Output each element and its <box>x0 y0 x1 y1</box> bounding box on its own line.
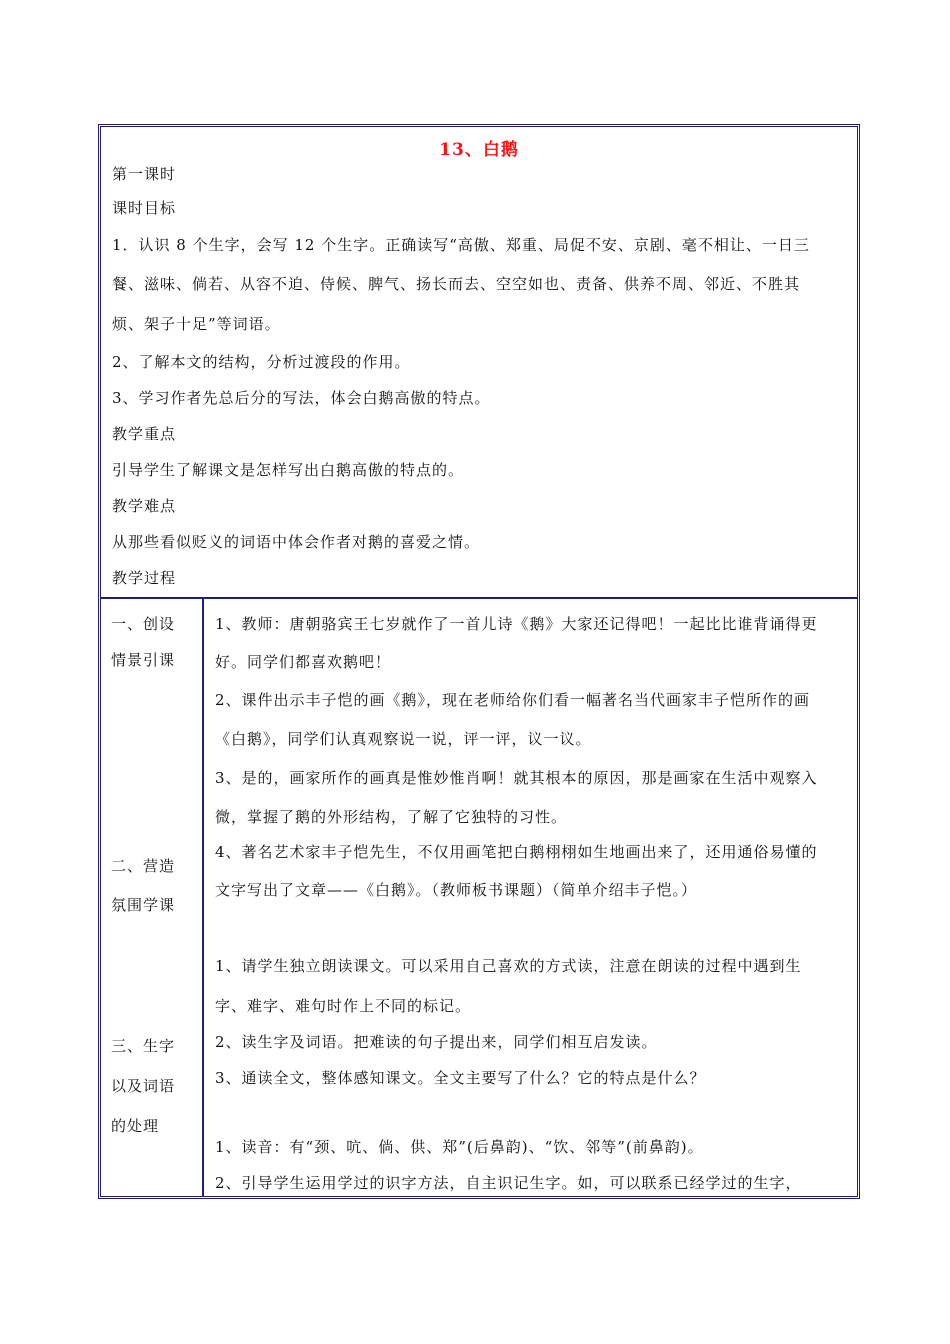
content-line: 1、教师：唐朝骆宾王七岁就作了一首儿诗《鹅》大家还记得吧！一起比比谁背诵得更 <box>215 615 818 633</box>
header-line: 2、了解本文的结构，分析过渡段的作用。 <box>112 353 411 371</box>
content-line: 3、通读全文，整体感知课文。全文主要写了什么？它的特点是什么？ <box>215 1069 706 1087</box>
content-line: 微，掌握了鹅的外形结构，了解了它独特的习性。 <box>215 808 568 826</box>
header-line: 教学难点 <box>112 497 177 515</box>
header-line: 从那些看似贬义的词语中体会作者对鹅的喜爱之情。 <box>112 533 481 551</box>
lesson-header-cell <box>101 127 857 599</box>
section-label: 二、营造 <box>111 857 176 875</box>
content-line: 文字写出了文章——《白鹅》。（教师板书课题）（简单介绍丰子恺。） <box>215 881 698 899</box>
content-line: 2、读生字及词语。把难读的句子提出来，同学们相互启发读。 <box>215 1033 658 1051</box>
section-label: 一、创设 <box>111 615 176 633</box>
header-line: 教学过程 <box>112 569 177 587</box>
header-line: 课时目标 <box>112 199 177 217</box>
lesson-title: 13、白鹅 <box>439 140 519 160</box>
lesson-table <box>98 124 860 1199</box>
header-line: 1．认识 8 个生字，会写 12 个生字。正确读写“高傲、郑重、局促不安、京剧、毫不相让、一日三 <box>112 236 810 254</box>
section-label: 情景引课 <box>111 651 176 669</box>
content-line: 2、引导学生运用学过的识字方法，自主识记生字。如，可以联系已经学过的生字， <box>215 1174 802 1192</box>
content-line: 1、读音：有“颈、吭、倘、供、郑”(后鼻韵)、“饮、邻等”(前鼻韵)。 <box>215 1138 704 1156</box>
section-label: 的处理 <box>111 1117 160 1135</box>
header-line: 引导学生了解课文是怎样写出白鹅高傲的特点的。 <box>112 461 465 479</box>
section-label: 氛围学课 <box>111 896 176 914</box>
header-line: 烦、架子十足”等词语。 <box>112 315 281 333</box>
content-line: 3、是的，画家所作的画真是惟妙惟肖啊！就其根本的原因，那是画家在生活中观察入 <box>215 769 818 787</box>
content-line: 1、请学生独立朗读课文。可以采用自己喜欢的方式读，注意在朗读的过程中遇到生 <box>215 957 802 975</box>
content-line: 好。同学们都喜欢鹅吧！ <box>215 653 392 671</box>
header-line: 餐、滋味、倘若、从容不迫、侍候、脾气、扬长而去、空空如也、责备、供养不周、邻近、不胜其 <box>112 275 801 293</box>
section-label-column <box>101 597 204 1196</box>
content-line: 字、难字、难句时作上不同的标记。 <box>215 997 472 1015</box>
content-line: 4、著名艺术家丰子恺先生，不仅用画笔把白鹅栩栩如生地画出来了，还用通俗易懂的 <box>215 843 818 861</box>
content-line: 《白鹅》，同学们认真观察说一说，评一评，议一议。 <box>215 730 592 748</box>
content-line: 2、课件出示丰子恺的画《鹅》，现在老师给你们看一幅著名当代画家丰子恺所作的画 <box>215 691 811 709</box>
section-label: 三、生字 <box>111 1037 176 1055</box>
header-line: 教学重点 <box>112 425 177 443</box>
header-line: 3、学习作者先总后分的写法，体会白鹅高傲的特点。 <box>112 389 491 407</box>
header-line: 第一课时 <box>112 165 177 183</box>
section-label: 以及词语 <box>111 1077 176 1095</box>
